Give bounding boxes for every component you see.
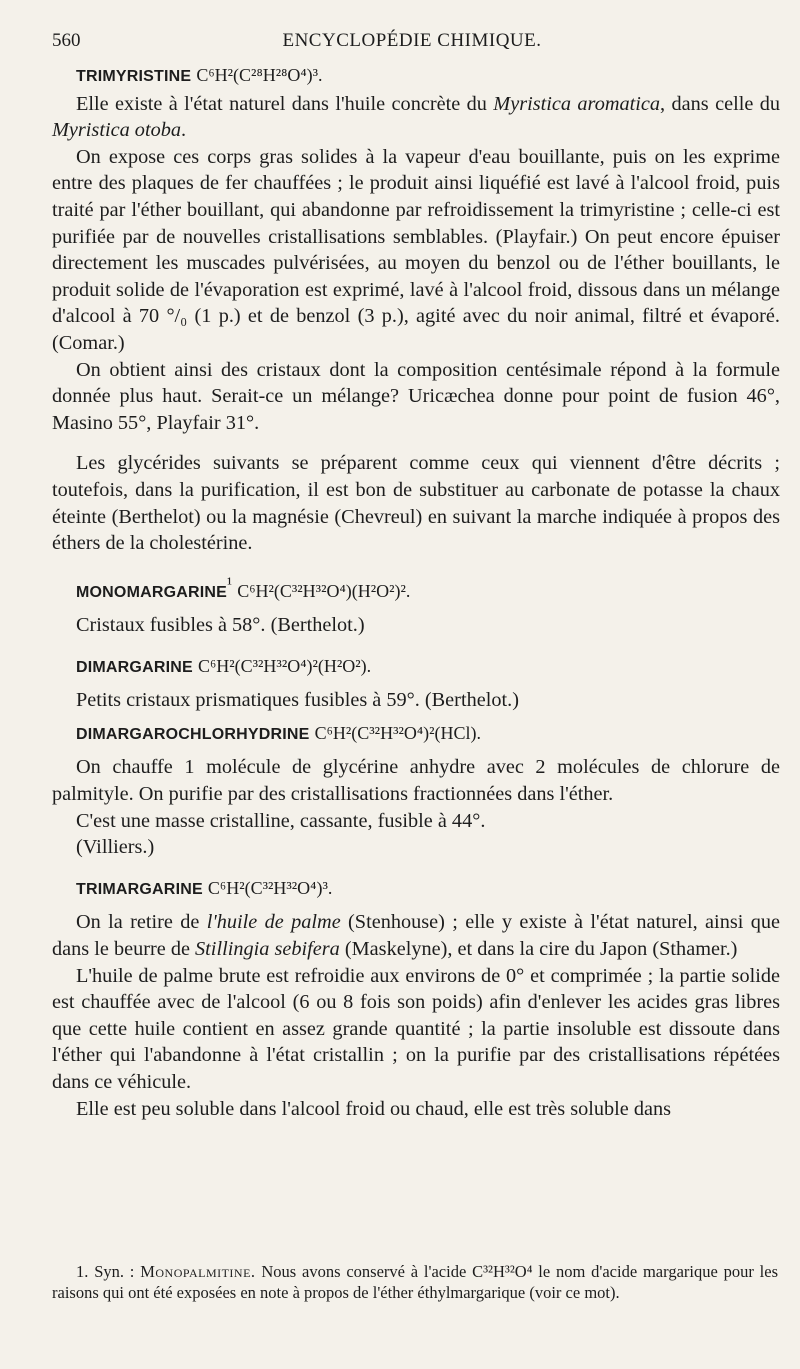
- footnote-number: 1.: [76, 1262, 89, 1281]
- paragraph: L'huile de palme brute est refroidie aux environs de 0° et comprimée ; la partie solide est chauffée avec de l'alcool (6 ou 8 fois son poids) afin d'enlever les acides gras libres que cette huile contient en assez grande quantité ; la partie insoluble est dissoute dans l'éther qui l'abandonne à l'état cristallin ; on la purifie par des cristallisations répétées dans ce véhicule.: [52, 964, 780, 1093]
- paragraph: C'est une masse cristalline, cassante, fusible à 44°.: [76, 809, 486, 832]
- heading-trimyristine: [52, 62, 780, 91]
- paragraph: Petits cristaux prismatiques fusibles à 59°. (Berthelot.): [76, 689, 519, 712]
- compound-formula: C⁶H²(C³²H³²O⁴)(H²O²)².: [237, 580, 411, 601]
- heading-trimargarine: [52, 875, 780, 904]
- paragraph: On la retire de l'huile de palme (Stenhouse) ; elle y existe à l'état naturel, ainsi que dans le beurre de Stillingia sebifera (Maskelyne), et dans la cire du Japon (Sthamer.): [52, 911, 780, 960]
- heading-dimargarine: [52, 653, 780, 682]
- heading-dimargarochlorhydrine: [52, 720, 780, 749]
- paragraph: On obtient ainsi des cristaux dont la composition centésimale répond à la formule donnée plus haut. Serait-ce un mélange? Uricæchea donne pour point de fusion 46°, Masino 55°, Playfair 31°.: [52, 358, 780, 434]
- italic-term: l'huile de palme: [206, 911, 341, 934]
- page-body: [52, 62, 780, 1122]
- footnote-mark: ¹: [227, 573, 233, 593]
- compound-name: DIMARGAROCHLORHYDRINE: [76, 725, 310, 743]
- running-header: [52, 30, 772, 56]
- footnote-term: Monopalmitine.: [140, 1262, 256, 1281]
- compound-name: MONOMARGARINE: [76, 583, 228, 601]
- paragraph: On expose ces corps gras solides à la vapeur d'eau bouillante, puis on les exprime entre des plaques de fer chauffées ; le produit ainsi liquéfié est lavé à l'alcool froid, puis traité par l'éther bouillant, qui abandonne par refroidissement la trimyristine ; celle-ci est purifiée par de nouvelles cristallisations semblables. (Playfair.) On peut encore épuiser directement les muscades pulvérisées, au moyen du benzol ou de l'éther bouillants, le produit solide de l'évaporation est exprimé, lavé à l'alcool froid, dissous dans un mélange d'alcool à 70 °/₀ (1 p.) et de benzol (3 p.), agité avec du noir animal, filtré et évaporé. (Comar.): [52, 145, 780, 354]
- paragraph: Elle est peu soluble dans l'alcool froid ou chaud, elle est très soluble dans: [76, 1097, 672, 1120]
- compound-formula: C⁶H²(C³²H³²O⁴)³.: [207, 877, 333, 898]
- paragraph: (Villiers.): [76, 836, 155, 859]
- footnote: 1. Syn. : Monopalmitine. Nous avons conservé à l'acide C³²H³²O⁴ le nom d'acide margarique pour les raisons qui ont été exposées en note à propos de l'éther éthylmargarique (voir ce mot).: [52, 1262, 779, 1302]
- compound-formula: C⁶H²(C²⁸H²⁸O⁴)³.: [196, 65, 323, 85]
- species-name: Stillingia sebifera: [195, 937, 340, 960]
- footnote-text: Nous avons conservé à l'acide C³²H³²O⁴ le nom d'acide margarique pour les raisons qui ont été exposées en note à propos de l'éther éthylmargarique (voir ce mot).: [52, 1262, 779, 1302]
- running-title: ENCYCLOPÉDIE CHIMIQUE.: [282, 30, 542, 51]
- species-name: Myristica aromatica: [493, 92, 661, 115]
- compound-name: TRIMYRISTINE: [76, 68, 192, 85]
- paragraph: Cristaux fusibles à 58°. (Berthelot.): [76, 614, 365, 637]
- paragraph: On chauffe 1 molécule de glycérine anhydre avec 2 molécules de chlorure de palmityle. On purifie par des cristallisations fractionnées dans l'éther.: [52, 756, 780, 806]
- compound-name: TRIMARGARINE: [76, 880, 203, 898]
- compound-formula: C⁶H²(C³²H³²O⁴)²(HCl).: [314, 722, 482, 743]
- heading-monomargarine: [52, 571, 780, 606]
- paragraph: Les glycérides suivants se préparent comme ceux qui viennent d'être décrits ; toutefois, dans la purification, il est bon de substituer au carbonate de potasse la chaux éteinte (Berthelot) ou la magnésie (Chevreul) en suivant la marche indiquée à propos des éthers de la cholestérine.: [52, 452, 780, 555]
- compound-formula: C⁶H²(C³²H³²O⁴)²(H²O²).: [197, 655, 372, 676]
- species-name: Myristica otoba: [52, 119, 181, 142]
- page-number: 560: [52, 30, 81, 51]
- compound-name: DIMARGARINE: [76, 658, 193, 676]
- paragraph: Elle existe à l'état naturel dans l'huile concrète du Myristica aromatica, dans celle du Myristica otoba.: [52, 92, 781, 142]
